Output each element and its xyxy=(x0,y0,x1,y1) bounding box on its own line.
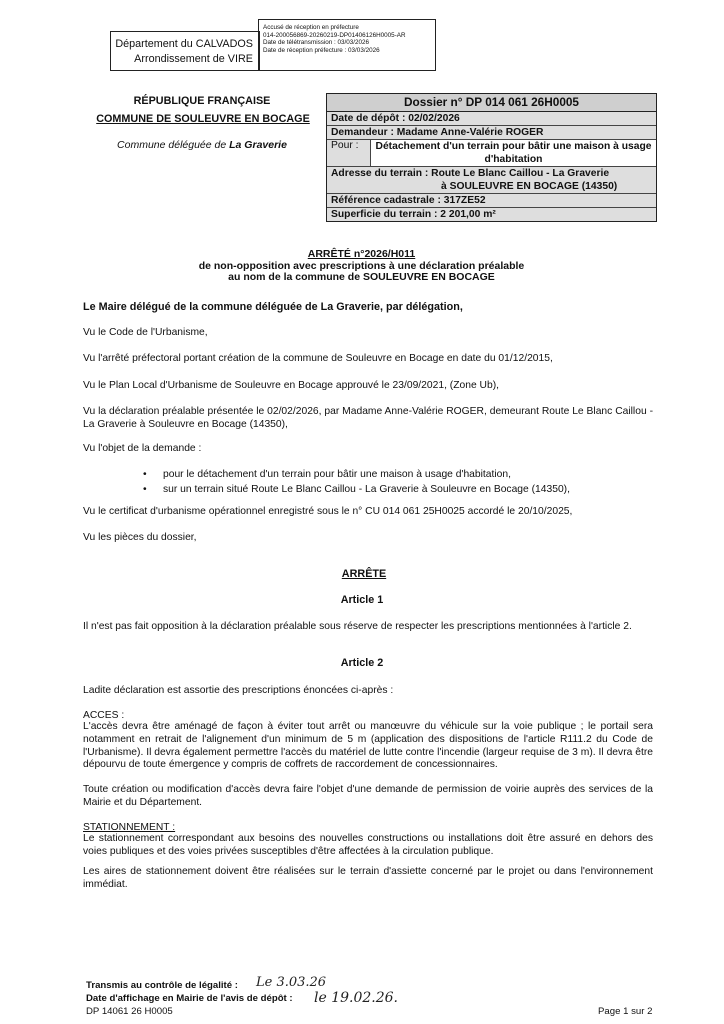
stationnement-text: Le stationnement correspondant aux besoins des nouvelles constructions ou installations doit être assuré en dehors des voies publiques et des voies privées susceptibles d'être affectées à la circulation publique. xyxy=(83,833,653,857)
dossier-adresse-line2: à SOULEUVRE EN BOCAGE (14350) xyxy=(441,181,618,192)
stationnement-text-2: Les aires de stationnement doivent être réalisées sur le terrain d'assiette concerné par le projet ou dans l'environnement immédiat. xyxy=(83,866,653,890)
vu-code: Vu le Code de l'Urbanisme, xyxy=(83,327,208,338)
vu-certificat: Vu le certificat d'urbanisme opérationnel enregistré sous le n° CU 014 061 25H0025 accordé le 20/10/2025, xyxy=(83,506,573,517)
dossier-table xyxy=(326,93,657,222)
commune-deleguee xyxy=(100,139,304,151)
dossier-title: Dossier n° DP 014 061 26H0005 xyxy=(327,94,656,112)
dossier-date-depot: Date de dépôt : 02/02/2026 xyxy=(327,112,656,126)
acces-heading: ACCES : xyxy=(83,710,125,721)
stamp-line-1: Accusé de réception en préfecture xyxy=(263,24,359,31)
stamp-line-2: 014-200056869-20260219-DP01406126H0005-AR xyxy=(263,31,406,39)
arrete-title xyxy=(140,249,583,284)
arrondissement-line: Arrondissement de VIRE xyxy=(134,53,253,65)
dossier-superficie: Superficie du terrain : 2 201,00 m² xyxy=(327,208,656,221)
dossier-pour-row xyxy=(327,140,656,167)
list-item: • pour le détachement d'un terrain pour bâtir une maison à usage d'habitation, xyxy=(143,467,643,482)
dossier-demandeur: Demandeur : Madame Anne-Valérie ROGER xyxy=(327,126,656,140)
dossier-adresse-line1: Adresse du terrain : Route Le Blanc Caillou - La Graverie xyxy=(331,168,610,179)
arrete-subtitle-1: de non-opposition avec prescriptions à une déclaration préalable xyxy=(198,259,525,272)
objet-list xyxy=(143,467,643,497)
vu-declaration: Vu la déclaration préalable présentée le 02/02/2026, par Madame Anne-Valérie ROGER, demeurant Route Le Blanc Caillou - La Graverie à Souleuvre en Bocage (14350), xyxy=(83,406,653,430)
vu-objet: Vu l'objet de la demande : xyxy=(83,443,202,454)
stationnement-heading: STATIONNEMENT : xyxy=(83,822,176,833)
vu-arrete-prefectoral: Vu l'arrêté préfectoral portant création de la commune de Souleuvre en Bocage en date du 01/12/2015, xyxy=(83,353,553,364)
reception-stamp xyxy=(258,19,436,71)
page-number: Page 1 sur 2 xyxy=(598,1006,653,1017)
dossier-reference: Référence cadastrale : 317ZE52 xyxy=(327,194,656,208)
vu-plu: Vu le Plan Local d'Urbanisme de Souleuvre en Bocage approuvé le 23/09/2021, (Zone Ub), xyxy=(83,380,500,391)
stamp-line-3: Date de télétransmission : 03/03/2026 xyxy=(263,39,370,47)
maire-line: Le Maire délégué de la commune déléguée de La Graverie, par délégation, xyxy=(83,301,463,313)
department-line: Département du CALVADOS xyxy=(115,38,253,50)
arrete-number: ARRÊTÉ n°2026/H011 xyxy=(307,248,416,260)
commune-heading: COMMUNE DE SOULEUVRE EN BOCAGE xyxy=(96,113,310,125)
affichage-handwritten-date: le 19.02.26. xyxy=(314,990,399,1006)
department-box xyxy=(110,31,260,71)
deleguee-name: La Graverie xyxy=(229,139,287,151)
article-1-heading: Article 1 xyxy=(340,594,384,606)
vu-pieces: Vu les pièces du dossier, xyxy=(83,532,197,543)
article-2-intro: Ladite déclaration est assortie des prescriptions énoncées ci-après : xyxy=(83,685,394,696)
dossier-pour-label: Pour : xyxy=(327,140,371,166)
stamp-line-4: Date de réception préfecture : 03/03/2026 xyxy=(263,46,380,54)
deleguee-prefix: Commune déléguée de xyxy=(117,139,227,151)
acces-text-2: Toute création ou modification d'accès devra faire l'objet d'une demande de permission de voirie auprès des services de la Mairie et du Département. xyxy=(83,784,653,808)
republique-heading: RÉPUBLIQUE FRANÇAISE xyxy=(133,95,271,107)
dossier-adresse xyxy=(327,167,656,194)
article-1-text: Il n'est pas fait opposition à la déclaration préalable sous réserve de respecter les prescriptions mentionnées à l'article 2. xyxy=(83,621,632,632)
transmis-handwritten-date: Le 3.03.26 xyxy=(256,975,327,990)
footer-reference: DP 14061 26 H0005 xyxy=(86,1006,173,1017)
arrete-subtitle-2: au nom de la commune de SOULEUVRE EN BOCAGE xyxy=(228,271,495,283)
arrete-heading: ARRÊTE xyxy=(341,568,387,580)
affichage-label: Date d'affichage en Mairie de l'avis de dépôt : xyxy=(86,993,293,1004)
acces-text: L'accès devra être aménagé de façon à éviter tout arrêt ou manœuvre du véhicule sur la voie publique ; le portail sera notamment en retrait de l'alignement d'un minimum de 5 m (application des dispositions de l'article R111.2 du Code de l'Urbanisme). Il devra également permettre l'accès du matériel de lutte contre l'incendie (largeur requise de 3 m). Il devra être dépourvu de toute émergence y compris de coffrets de raccordement de concessionnaires. xyxy=(83,721,653,771)
transmis-label: Transmis au contrôle de légalité : xyxy=(86,980,238,991)
dossier-pour-value: Détachement d'un terrain pour bâtir une maison à usage d'habitation xyxy=(375,141,652,165)
article-2-heading: Article 2 xyxy=(340,657,384,669)
list-item: • sur un terrain situé Route Le Blanc Caillou - La Graverie à Souleuvre en Bocage (14350), xyxy=(143,482,643,497)
